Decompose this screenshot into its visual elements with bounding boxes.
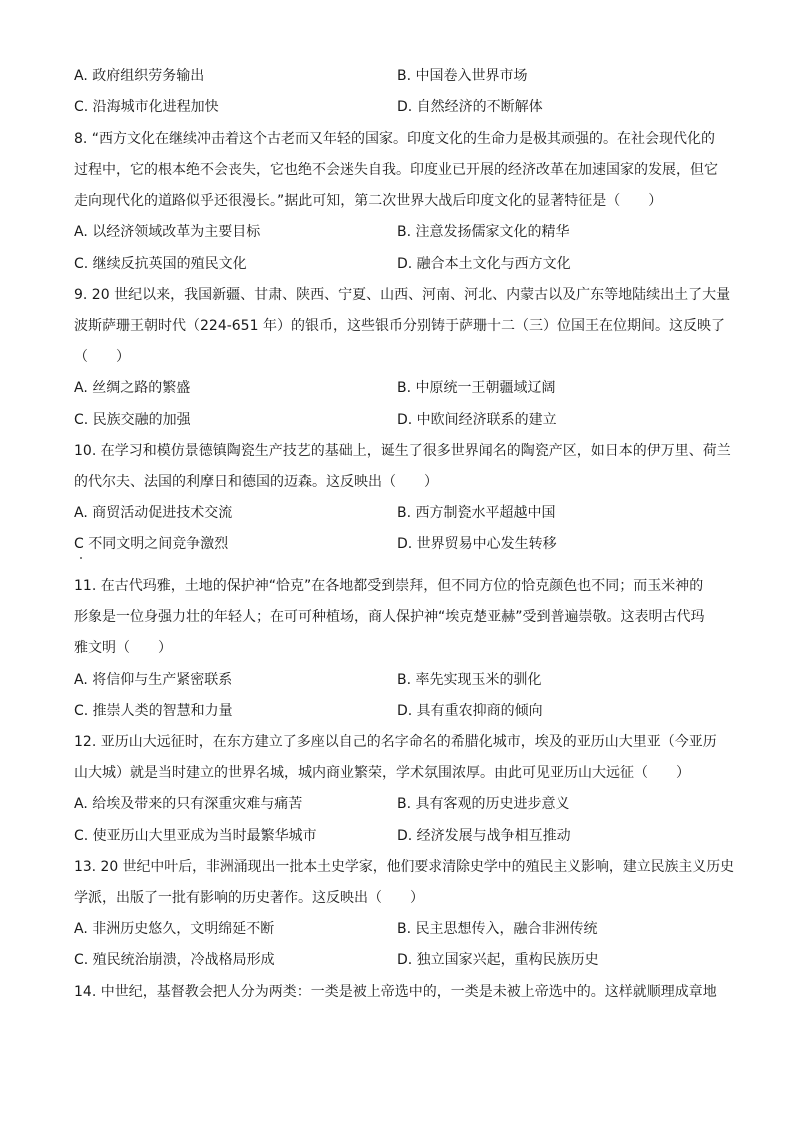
q7-option-a: A. 政府组织劳务输出 — [74, 68, 205, 84]
q10-option-b: B. 西方制瓷水平超越中国 — [397, 505, 556, 521]
q13-stem-line-1: 13. 20 世纪中叶后，非洲涌现出一批本土史学家，他们要求清除史学中的殖民主义影响，建立民族主义历史 — [74, 859, 734, 875]
q13-option-c: C. 殖民统治崩溃，冷战格局形成 — [74, 952, 275, 968]
q12-stem-line-2: 山大城）就是当时建立的世界名城，城内商业繁荣，学术氛围浓厚。由此可见亚历山大远征（ ） — [74, 765, 690, 781]
q11-option-a: A. 将信仰与生产紧密联系 — [74, 672, 233, 688]
q10-stem-line-2: 的代尔夫、法国的利摩日和德国的迈森。这反映出（ ） — [74, 474, 438, 490]
q10-option-d: D. 世界贸易中心发生转移 — [397, 536, 557, 552]
q8-option-d: D. 融合本土文化与西方文化 — [397, 256, 571, 272]
q11-stem-line-2: 形象是一位身强力壮的年轻人；在可可种植场，商人保护神“埃克楚亚赫”受到普遍崇敬。这表明古代玛 — [74, 609, 705, 625]
q14-stem-line-1: 14. 中世纪，基督教会把人分为两类：一类是被上帝选中的，一类是未被上帝选中的。这样就顺理成章地 — [74, 984, 717, 1000]
q11-stem-line-3: 雅文明（ ） — [74, 640, 172, 656]
q12-option-b: B. 具有客观的历史进步意义 — [397, 796, 570, 812]
q10-stem-line-1: 10. 在学习和模仿景德镇陶瓷生产技艺的基础上，诞生了很多世界闻名的陶瓷产区，如日本的伊万里、荷兰 — [74, 443, 731, 459]
q8-option-b: B. 注意发扬儒家文化的精华 — [397, 224, 570, 240]
stray-dot-mark — [80, 557, 82, 559]
q9-option-d: D. 中欧间经济联系的建立 — [397, 412, 557, 428]
q11-option-c: C. 推崇人类的智慧和力量 — [74, 703, 233, 719]
q12-option-c: C. 使亚历山大里亚成为当时最繁华城市 — [74, 828, 317, 844]
q13-option-b: B. 民主思想传入，融合非洲传统 — [397, 921, 598, 937]
q11-option-b: B. 率先实现玉米的驯化 — [397, 672, 542, 688]
q8-option-a: A. 以经济领域改革为主要目标 — [74, 224, 261, 240]
q7-option-d: D. 自然经济的不断解体 — [397, 99, 543, 115]
q10-option-a: A. 商贸活动促进技术交流 — [74, 505, 233, 521]
q9-stem-line-2: 波斯萨珊王朝时代（224-651 年）的银币，这些银币分别铸于萨珊十二（三）位国王在位期间。这反映了 — [74, 318, 725, 334]
q9-option-b: B. 中原统一王朝疆域辽阔 — [397, 380, 556, 396]
q12-option-d: D. 经济发展与战争相互推动 — [397, 828, 571, 844]
q13-option-d: D. 独立国家兴起，重构民族历史 — [397, 952, 599, 968]
q11-stem-line-1: 11. 在古代玛雅，土地的保护神“恰克”在各地都受到崇拜，但不同方位的恰克颜色也不同；而玉米神的 — [74, 578, 704, 594]
q9-stem-line-1: 9. 20 世纪以来，我国新疆、甘肃、陕西、宁夏、山西、河南、河北、内蒙古以及广东等地陆续出土了大量 — [74, 287, 731, 303]
q13-option-a: A. 非洲历史悠久，文明绵延不断 — [74, 921, 275, 937]
q12-stem-line-1: 12. 亚历山大远征时，在东方建立了多座以自己的名字命名的希腊化城市，埃及的亚历山大里亚（今亚历 — [74, 734, 717, 750]
q9-option-a: A. 丝绸之路的繁盛 — [74, 380, 191, 396]
q11-option-d: D. 具有重农抑商的倾向 — [397, 703, 543, 719]
q8-stem-line-2: 过程中，它的根本绝不会丧失，它也绝不会迷失自我。印度业已开展的经济改革在加速国家的发展，但它 — [74, 162, 718, 178]
q8-option-c: C. 继续反抗英国的殖民文化 — [74, 256, 247, 272]
q8-stem-line-3: 走向现代化的道路似乎还很漫长。”据此可知，第二次世界大战后印度文化的显著特征是（ ） — [74, 193, 663, 209]
q13-stem-line-2: 学派，出版了一批有影响的历史著作。这反映出（ ） — [74, 890, 424, 906]
q12-option-a: A. 给埃及带来的只有深重灾难与痛苦 — [74, 796, 303, 812]
q7-option-c: C. 沿海城市化进程加快 — [74, 99, 219, 115]
q7-option-b: B. 中国卷入世界市场 — [397, 68, 528, 84]
q9-stem-line-3: （ ） — [74, 349, 130, 365]
q10-option-c: C 不同文明之间竞争激烈 — [74, 536, 229, 552]
q9-option-c: C. 民族交融的加强 — [74, 412, 191, 428]
q8-stem-line-1: 8. “西方文化在继续冲击着这个古老而又年轻的国家。印度文化的生命力是极其顽强的。在社会现代化的 — [74, 131, 716, 147]
